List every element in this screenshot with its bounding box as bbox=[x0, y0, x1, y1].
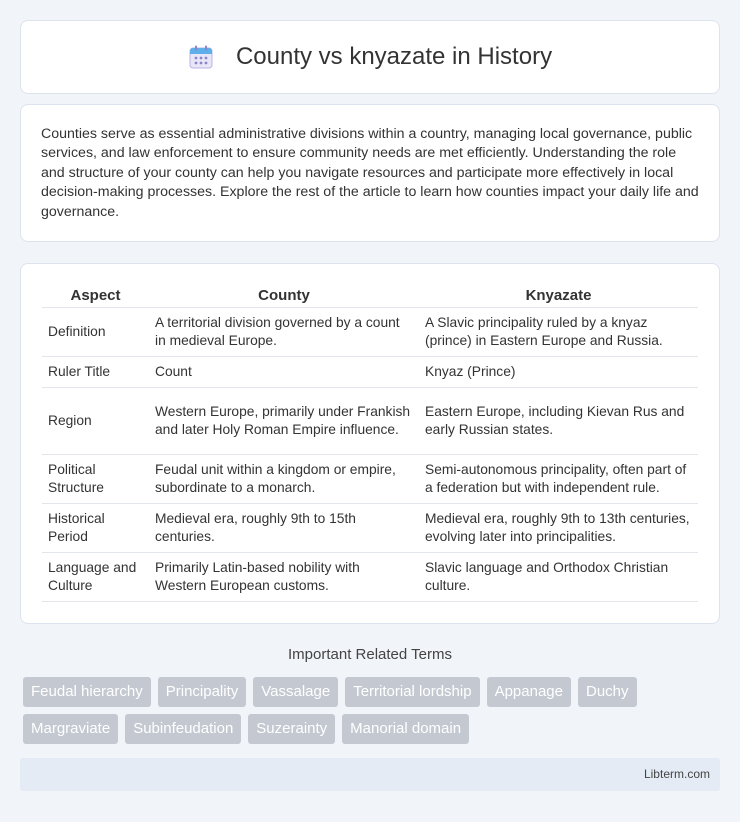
table-row bbox=[42, 307, 698, 356]
intro-card bbox=[20, 104, 720, 242]
table-cell: Ruler Title bbox=[42, 356, 149, 387]
table-row bbox=[42, 552, 698, 601]
header-card bbox=[20, 20, 720, 94]
related-term-tag[interactable]: Margraviate bbox=[23, 714, 118, 744]
footer bbox=[20, 758, 720, 791]
comparison-table bbox=[42, 286, 698, 602]
calendar-icon bbox=[188, 44, 214, 70]
table-cell: Western Europe, primarily under Frankish and later Holy Roman Empire influence. bbox=[149, 387, 419, 454]
related-term-tag[interactable]: Duchy bbox=[578, 677, 637, 707]
table-cell: Slavic language and Orthodox Christian culture. bbox=[419, 552, 698, 601]
related-term-tag[interactable]: Suzerainty bbox=[248, 714, 335, 744]
table-row bbox=[42, 503, 698, 552]
table-cell: Semi-autonomous principality, often part of a federation but with independent rule. bbox=[419, 454, 698, 503]
table-cell: Definition bbox=[42, 307, 149, 356]
table-cell: Count bbox=[149, 356, 419, 387]
intro-text: Counties serve as essential administrative divisions within a country, managing local governance, public services, and law enforcement to ensure community needs are met efficiently. Understanding the role and structure of your county can help you navigate resources and participate more effectively in local decision-making processes. Explore the rest of the article to learn how counties impact your daily life and governance. bbox=[41, 126, 699, 220]
related-term-tag[interactable]: Manorial domain bbox=[342, 714, 469, 744]
related-term-tag[interactable]: Vassalage bbox=[253, 677, 338, 707]
related-term-tag[interactable]: Feudal hierarchy bbox=[23, 677, 151, 707]
column-header-county: County bbox=[149, 286, 419, 307]
related-term-tag[interactable]: Subinfeudation bbox=[125, 714, 241, 744]
related-term-tag[interactable]: Appanage bbox=[487, 677, 571, 707]
related-term-tag[interactable]: Territorial lordship bbox=[345, 677, 479, 707]
table-cell: A territorial division governed by a count in medieval Europe. bbox=[149, 307, 419, 356]
table-cell: Language and Culture bbox=[42, 552, 149, 601]
table-cell: Medieval era, roughly 9th to 13th centuries, evolving later into principalities. bbox=[419, 503, 698, 552]
table-cell: Eastern Europe, including Kievan Rus and early Russian states. bbox=[419, 387, 698, 454]
table-row bbox=[42, 454, 698, 503]
table-cell: Feudal unit within a kingdom or empire, subordinate to a monarch. bbox=[149, 454, 419, 503]
table-cell: Medieval era, roughly 9th to 15th centuries. bbox=[149, 503, 419, 552]
table-cell: Primarily Latin-based nobility with Western European customs. bbox=[149, 552, 419, 601]
table-cell: Knyaz (Prince) bbox=[419, 356, 698, 387]
page-title: County vs knyazate in History bbox=[235, 43, 553, 70]
related-term-tag[interactable]: Principality bbox=[158, 677, 247, 707]
table-header-row bbox=[42, 286, 698, 307]
table-cell: Historical Period bbox=[42, 503, 149, 552]
table-row bbox=[42, 387, 698, 454]
table-cell: Region bbox=[42, 387, 149, 454]
column-header-knyazate: Knyazate bbox=[419, 286, 698, 307]
table-row bbox=[42, 356, 698, 387]
table-cell: A Slavic principality ruled by a knyaz (prince) in Eastern Europe and Russia. bbox=[419, 307, 698, 356]
related-terms-list bbox=[23, 677, 723, 751]
comparison-card bbox=[20, 263, 720, 624]
footer-site-link[interactable]: Libterm.com bbox=[643, 767, 710, 781]
table-cell: Political Structure bbox=[42, 454, 149, 503]
column-header-aspect: Aspect bbox=[42, 286, 149, 307]
related-terms-title: Important Related Terms bbox=[288, 646, 452, 663]
